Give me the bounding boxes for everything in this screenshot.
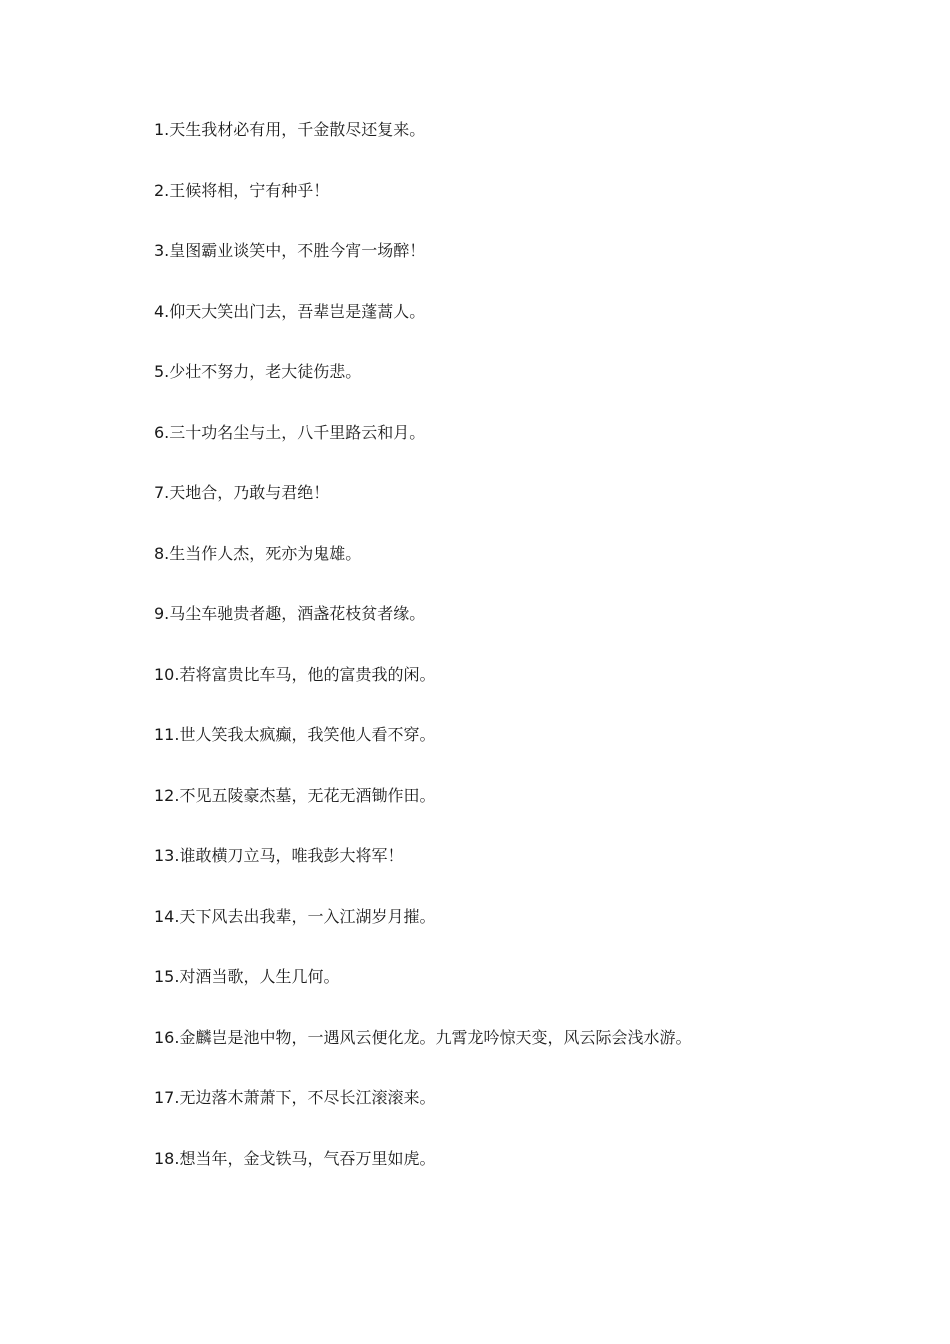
quote-line: 17.无边落木萧萧下，不尽长江滚滚来。 xyxy=(154,1088,436,1107)
quote-list xyxy=(154,116,691,1205)
quote-line: 7.天地合，乃敢与君绝！ xyxy=(154,483,330,502)
quote-line: 1.天生我材必有用，千金散尽还复来。 xyxy=(154,120,426,139)
quote-line: 13.谁敢横刀立马，唯我彭大将军！ xyxy=(154,846,404,865)
quote-line: 12.不见五陵豪杰墓，无花无酒锄作田。 xyxy=(154,785,436,805)
quote-line: 9.马尘车驰贵者趣，酒盏花枝贫者缘。 xyxy=(154,604,426,623)
quote-line: 8.生当作人杰，死亦为鬼雄。 xyxy=(154,543,362,563)
quote-line: 16.金麟岂是池中物，一遇风云便化龙。九霄龙吟惊天变，风云际会浅水游。 xyxy=(154,1027,692,1047)
quote-line: 11.世人笑我太疯癫，我笑他人看不穿。 xyxy=(154,725,436,744)
quote-line: 15.对酒当歌，人生几何。 xyxy=(154,967,340,986)
quote-line: 4.仰天大笑出门去，吾辈岂是蓬蒿人。 xyxy=(154,301,426,321)
quote-line: 18.想当年，金戈铁马，气吞万里如虎。 xyxy=(154,1148,436,1168)
quote-line: 10.若将富贵比车马，他的富贵我的闲。 xyxy=(154,664,436,684)
quote-line: 6.三十功名尘与土，八千里路云和月。 xyxy=(154,422,426,442)
quote-line: 5.少壮不努力，老大徒伤悲。 xyxy=(154,362,362,381)
quote-line: 14.天下风去出我辈，一入江湖岁月摧。 xyxy=(154,906,436,926)
quote-line: 2.王候将相，宁有种乎！ xyxy=(154,180,330,200)
quote-line: 3.皇图霸业谈笑中，不胜今宵一场醉！ xyxy=(154,241,426,260)
